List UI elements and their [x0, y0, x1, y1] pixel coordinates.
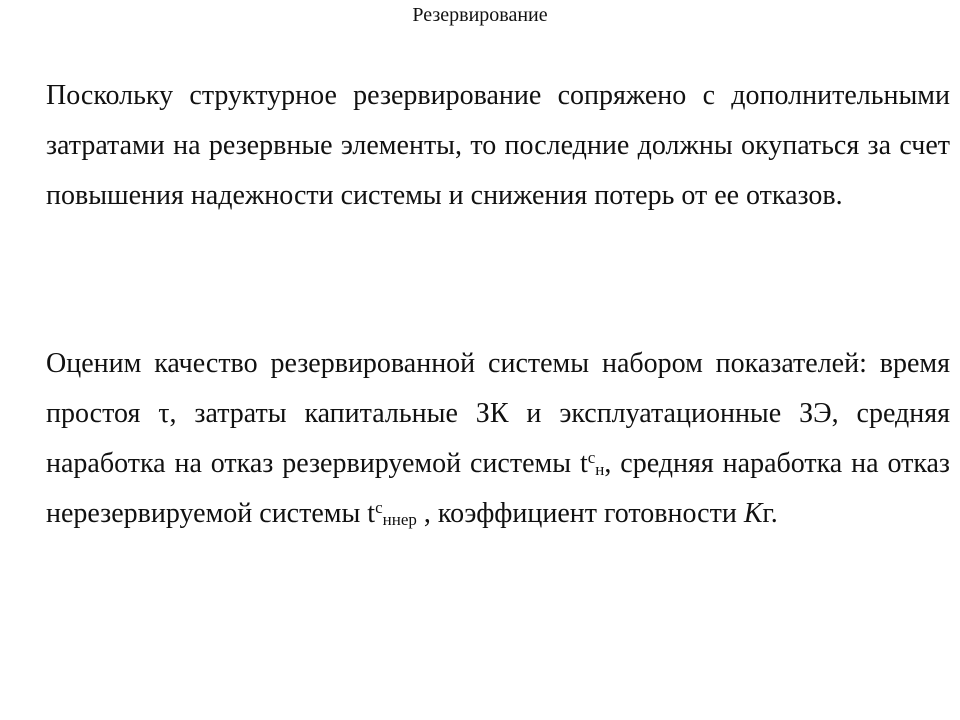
paragraph-structural-redundancy: Поскольку структурное резервирование сопряжено с дополнительными затратами на резервные элементы, то последние должны окупаться за счет повышения надежности системы и снижения потерь от ее отказов. — [46, 80, 950, 211]
paragraph-text-part1: Оценим качество резервированной системы набором показателей: время простоя τ, затраты капитальные ЗК и эксплуатационные ЗЭ, средняя наработка на отказ резервируемой системы t — [46, 348, 950, 479]
page-header: Резервирование — [412, 4, 548, 26]
mtbf-redundant-subscript: н — [595, 460, 605, 479]
mtbf-redundant-superscript: c — [587, 448, 596, 467]
mtbf-nonredundant-subscript: ннер — [382, 510, 417, 529]
paragraph-text-part2: , средняя наработка на отказ нерезервируемой системы t — [46, 448, 950, 529]
paragraph-text-part3: , коэффициент готовности — [416, 498, 744, 529]
paragraph-end-period: . — [770, 498, 778, 529]
paragraph-quality-indicators — [46, 339, 950, 539]
availability-coefficient-symbol: К — [743, 498, 763, 529]
availability-coefficient-subscript: г — [762, 498, 771, 529]
mtbf-nonredundant-superscript: c — [375, 498, 383, 517]
